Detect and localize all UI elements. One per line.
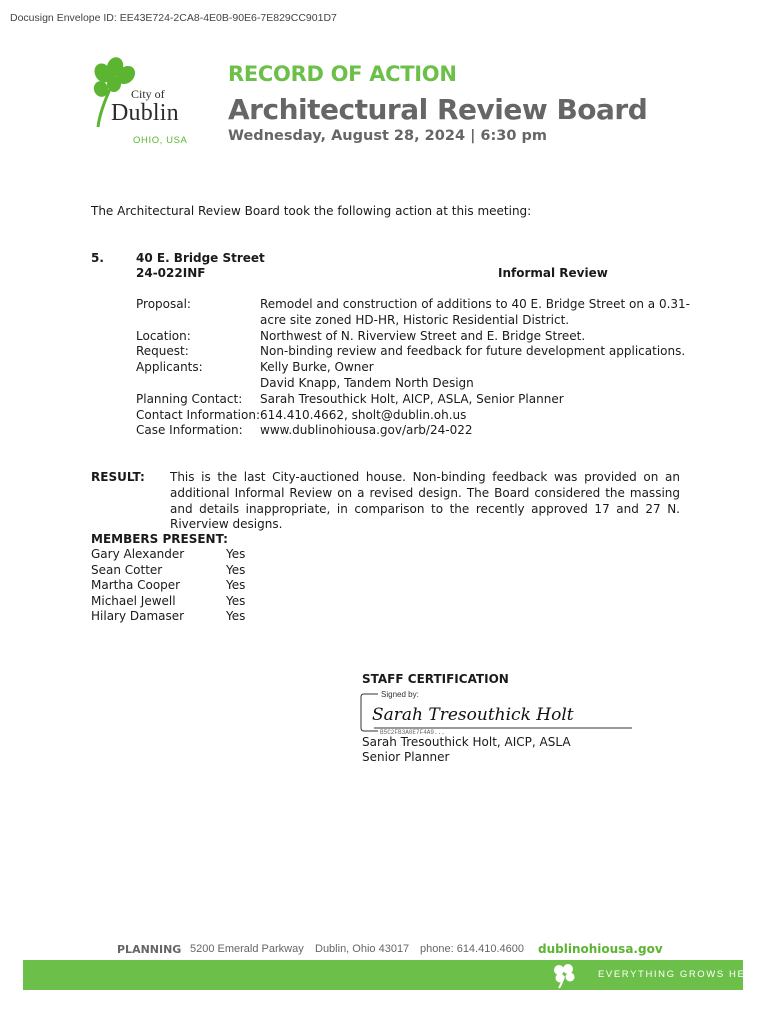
member-name: Sean Cotter — [91, 562, 163, 577]
detail-value: Non-binding review and feedback for future development applications. — [260, 344, 686, 359]
detail-label: Planning Contact: — [136, 391, 243, 406]
footer-city: Dublin, Ohio 43017 — [315, 943, 410, 955]
member-name: Martha Cooper — [91, 578, 181, 593]
detail-row — [136, 360, 690, 376]
detail-label: Contact Information: — [136, 407, 261, 422]
detail-value: 614.410.4662, sholt@dublin.oh.us — [260, 407, 467, 422]
member-vote: Yes — [226, 562, 246, 577]
board-title: Architectural Review Board — [228, 93, 648, 126]
member-name: Gary Alexander — [91, 547, 185, 561]
member-vote: Yes — [226, 593, 246, 608]
detail-value: Northwest of N. Riverview Street and E. Bridge Street. — [260, 328, 586, 343]
member-name: Hilary Damaser — [91, 609, 185, 624]
detail-row — [136, 392, 690, 408]
staff-certification-heading: STAFF CERTIFICATION — [362, 672, 509, 686]
detail-value: Kelly Burke, Owner — [260, 360, 374, 375]
detail-value: Sarah Tresouthick Holt, AICP, ASLA, Senior Planner — [260, 391, 564, 406]
record-of-action-heading: RECORD OF ACTION — [228, 62, 457, 86]
certifier-title: Senior Planner — [362, 750, 450, 764]
footer-address: 5200 Emerald Parkway — [190, 943, 304, 955]
detail-label: Case Information: — [136, 423, 243, 438]
detail-value: Remodel and construction of additions to 40 E. Bridge Street on a 0.31-acre site zoned HD-HR, Historic Residential District. — [260, 297, 690, 327]
footer-tagline: EVERYTHING GROWS HERE. — [598, 969, 767, 980]
member-row — [91, 547, 245, 563]
member-row — [91, 578, 245, 594]
detail-row — [136, 376, 690, 392]
detail-row — [136, 344, 690, 360]
case-details — [136, 297, 690, 439]
meeting-date: Wednesday, August 28, 2024 | 6:30 pm — [228, 128, 548, 144]
member-row — [91, 594, 245, 610]
intro-text: The Architectural Review Board took the following action at this meeting: — [91, 204, 532, 218]
detail-value: www.dublinohiousa.gov/arb/24-022 — [260, 423, 473, 438]
detail-row — [136, 297, 690, 329]
envelope-id: Docusign Envelope ID: EE43E724-2CA8-4E0B-90E6-7E829CC901D7 — [10, 12, 337, 24]
logo-dublin: Dublin — [111, 100, 179, 126]
detail-label: Applicants: — [136, 360, 203, 375]
result-text: This is the last City-auctioned house. Non-binding feedback was provided on an additional Informal Review on a revised design. The Board considered the massing and details inappropriate, in comparison to the recently approved 17 and 27 N. Riverview designs. — [170, 470, 680, 532]
logo-state: OHIO, USA — [133, 135, 188, 146]
footer-department: PLANNING — [117, 943, 182, 956]
item-number: 5. — [91, 251, 104, 265]
detail-label — [136, 376, 260, 392]
certifier-name: Sarah Tresouthick Holt, AICP, ASLA — [362, 735, 571, 749]
member-name: Michael Jewell — [91, 593, 176, 608]
item-address: 40 E. Bridge Street — [136, 251, 265, 265]
footer-website-link[interactable]: dublinohiousa.gov — [538, 942, 663, 956]
logo-city-of: City of — [131, 87, 165, 101]
member-vote: Yes — [226, 609, 246, 624]
member-row — [91, 609, 245, 625]
detail-label: Request: — [136, 344, 189, 359]
result-label: RESULT: — [91, 470, 145, 484]
members-list — [91, 547, 245, 625]
item-review-type: Informal Review — [498, 266, 608, 280]
detail-row — [136, 329, 690, 345]
member-vote: Yes — [226, 547, 246, 561]
detail-row — [136, 423, 690, 439]
signature: Sarah Tresouthick Holt — [372, 705, 574, 725]
signature-id: B5C2FB3A0E7F4A9... — [380, 729, 445, 736]
signed-by-label: Signed by: — [381, 690, 419, 699]
detail-label: Proposal: — [136, 297, 191, 311]
footer-phone: phone: 614.410.4600 — [420, 943, 524, 955]
detail-row — [136, 408, 690, 424]
detail-value: David Knapp, Tandem North Design — [260, 375, 474, 390]
item-case-number: 24-022INF — [136, 266, 206, 280]
members-heading: MEMBERS PRESENT: — [91, 532, 228, 546]
member-row — [91, 563, 245, 579]
shamrock-icon — [551, 962, 577, 989]
detail-label: Location: — [136, 328, 191, 343]
member-vote: Yes — [226, 578, 246, 593]
